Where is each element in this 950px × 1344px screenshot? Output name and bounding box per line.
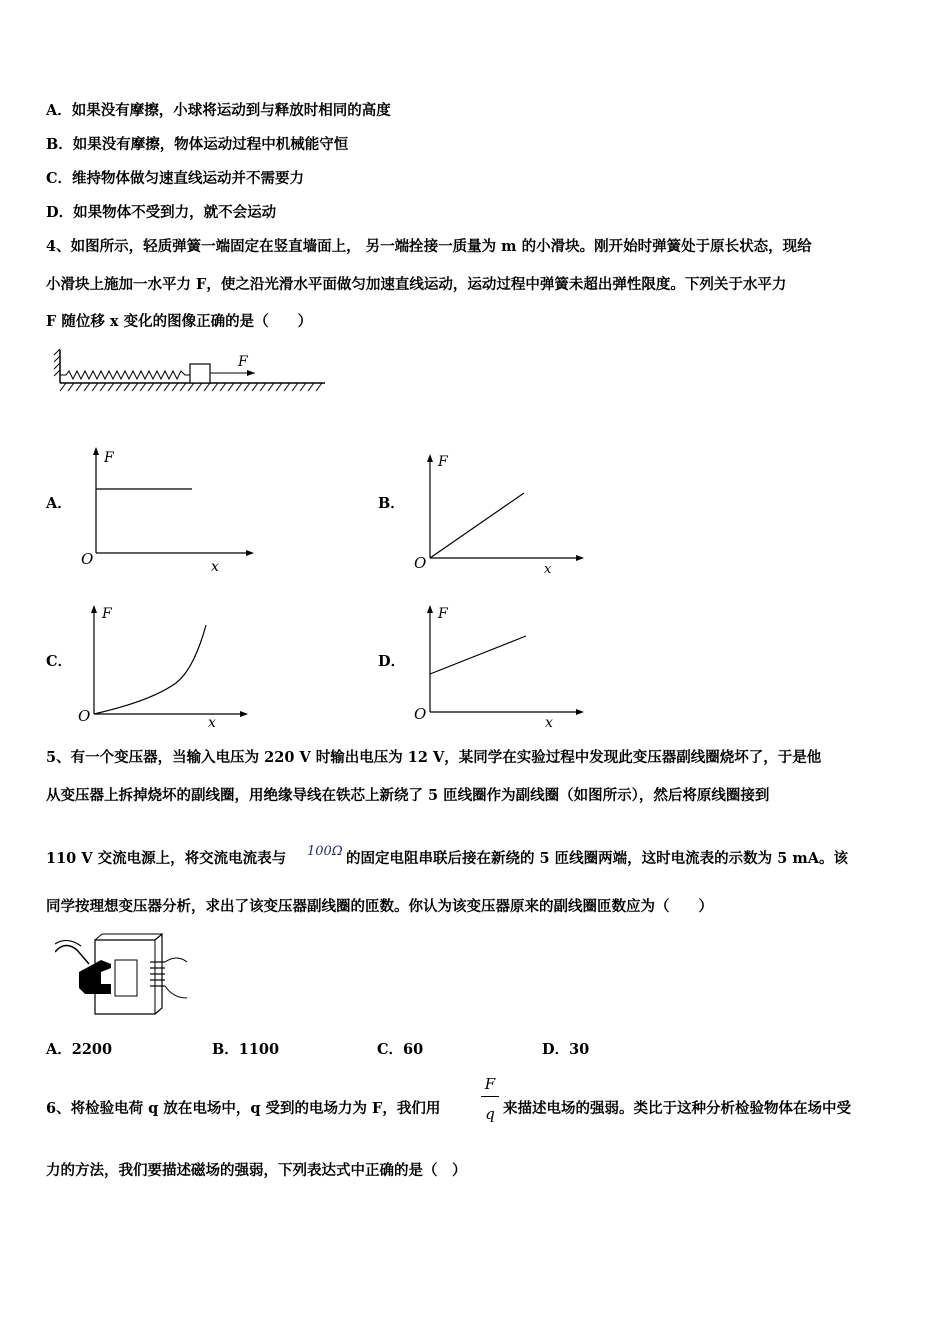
fraction-numerator: F	[484, 1075, 496, 1093]
graph-a-y-label: F	[104, 450, 114, 466]
graph-c-x-label: x	[208, 715, 216, 731]
q5-line-3a: 110 V 交流电源上，将交流电流表与	[46, 850, 287, 867]
graph-d-curve	[430, 636, 526, 674]
q5-option-c: C．60	[377, 1041, 424, 1058]
q6-line-1b: 来描述电场的强弱。类比于这种分析检验物体在场中受	[503, 1100, 851, 1117]
graph-a-x-label: x	[211, 559, 219, 575]
transformer-figure	[55, 932, 190, 1022]
q5-option-d: D．30	[542, 1041, 590, 1058]
graph-b	[412, 452, 592, 574]
q5-line-2: 从变压器上拆掉烧坏的副线圈，用绝缘导线在铁芯上新绕了 5 匝线圈作为副线圈（如图所示），然后将原线圈接到	[46, 787, 770, 804]
graph-b-x-label: x	[544, 562, 552, 574]
graph-d	[412, 603, 592, 731]
graph-b-curve	[430, 493, 524, 558]
q5-line-4: 同学按理想变压器分析，求出了该变压器副线圈的匝数。你认为该变压器原来的副线圈匝数应为（ ）	[46, 898, 713, 915]
q3-option-c: C．维持物体做匀速直线运动并不需要力	[46, 170, 305, 187]
q4-option-c-label: C．	[46, 653, 73, 670]
q4-line-2: 小滑块上施加一水平力 F，使之沿光滑水平面做匀加速直线运动，运动过程中弹簧未超出弹性限度。下列关于水平力	[46, 276, 787, 293]
q4-line-3: F 随位移 x 变化的图像正确的是（ ）	[46, 313, 313, 330]
q4-option-b-label: B．	[378, 495, 405, 512]
graph-c-origin: O	[78, 707, 91, 725]
q5-option-b: B．1100	[212, 1041, 280, 1058]
graph-b-origin: O	[414, 554, 427, 572]
graph-c-curve	[94, 625, 206, 714]
q6-line-1a: 6、将检验电荷 q 放在电场中，q 受到的电场力为 F，我们用	[46, 1100, 441, 1117]
graph-a-origin: O	[81, 550, 94, 568]
q4-option-a-label: A．	[46, 495, 72, 512]
q5-option-a: A．2200	[46, 1041, 113, 1058]
graph-b-y-label: F	[438, 454, 448, 470]
q4-line-1: 4、如图所示，轻质弹簧一端固定在竖直墙面上， 另一端拴接一质量为 m 的小滑块。刚开始时弹簧处于原长状态，现给	[46, 238, 812, 255]
q5-line-1: 5、有一个变压器，当输入电压为 220 V 时输出电压为 12 V，某同学在实验过程中发现此变压器副线圈烧坏了，于是他	[46, 749, 822, 766]
graph-a	[78, 445, 258, 575]
fraction-denominator: q	[485, 1105, 495, 1123]
fraction-bar	[481, 1096, 499, 1097]
graph-c-y-label: F	[102, 606, 112, 622]
q6-line-2: 力的方法，我们要描述磁场的强弱，下列表达式中正确的是（ ）	[46, 1162, 467, 1179]
graph-d-origin: O	[414, 705, 427, 723]
figure-force-label: F	[238, 354, 248, 370]
resistance-value: 100Ω	[307, 844, 343, 859]
q3-option-b: B．如果没有摩擦，物体运动过程中机械能守恒	[46, 136, 349, 153]
spring-block-figure	[50, 345, 330, 400]
q3-option-a: A．如果没有摩擦，小球将运动到与释放时相同的高度	[46, 102, 391, 119]
q3-option-d: D．如果物体不受到力，就不会运动	[46, 204, 277, 221]
graph-d-y-label: F	[438, 606, 448, 622]
q5-line-3b: 的固定电阻串联后接在新绕的 5 匝线圈两端，这时电流表的示数为 5 mA。该	[346, 850, 848, 867]
graph-c	[76, 603, 256, 731]
q4-option-d-label: D．	[378, 653, 406, 670]
graph-d-x-label: x	[545, 715, 553, 731]
